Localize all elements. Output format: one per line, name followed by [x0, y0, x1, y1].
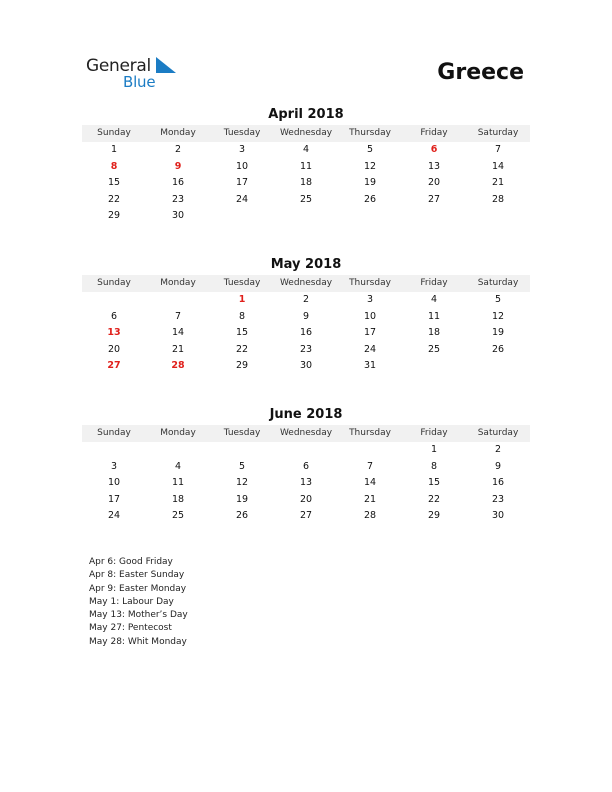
day-cell: 5 — [238, 460, 246, 472]
holiday-item: May 28: Whit Monday — [89, 636, 187, 647]
weekday-label: Sunday — [97, 278, 131, 288]
day-cell: 22 — [107, 193, 121, 205]
weekday-label: Friday — [420, 128, 448, 138]
day-cell: 28 — [363, 510, 377, 521]
weekday-label: Thursday — [349, 278, 391, 288]
day-cell: 6 — [110, 310, 118, 322]
day-cell: 18 — [171, 493, 185, 505]
month-title: June 2018 — [269, 407, 343, 422]
day-cell: 9 — [302, 310, 310, 322]
day-cell: 3 — [110, 460, 118, 472]
day-cell: 24 — [235, 193, 249, 205]
day-cell — [402, 358, 466, 375]
day-cell: 26 — [491, 343, 505, 355]
day-cell — [82, 292, 146, 309]
day-cell: 16 — [491, 477, 505, 488]
day-cell: 4 — [302, 144, 310, 155]
day-cell: 19 — [363, 177, 377, 188]
holiday-list — [89, 556, 188, 649]
day-cell: 16 — [299, 327, 313, 338]
weekday-label: Monday — [160, 278, 196, 288]
day-cell — [402, 208, 466, 225]
day-cell: 18 — [299, 177, 313, 188]
weekday-label: Wednesday — [279, 128, 333, 138]
month-calendar — [82, 256, 530, 375]
day-cell: 29 — [235, 360, 249, 371]
day-cell: 8 — [430, 460, 438, 472]
weekday-label: Monday — [160, 428, 196, 438]
day-cell: 16 — [171, 177, 185, 188]
week-row — [82, 292, 530, 309]
weekday-label: Saturday — [477, 128, 519, 138]
day-cell: 13 — [107, 327, 121, 338]
logo-general-text: General — [86, 56, 151, 76]
day-cell: 15 — [235, 327, 249, 338]
week-row — [82, 208, 530, 225]
day-cell: 21 — [491, 177, 505, 188]
day-cell: 17 — [235, 177, 249, 188]
day-cell — [210, 208, 274, 225]
weekday-label: Wednesday — [279, 428, 333, 438]
day-cell — [82, 442, 146, 459]
week-row — [82, 175, 530, 192]
day-cell: 6 — [302, 460, 310, 472]
day-cell: 17 — [363, 327, 377, 338]
day-cell: 4 — [430, 294, 438, 305]
day-cell: 10 — [235, 160, 249, 172]
week-row — [82, 192, 530, 209]
day-cell: 8 — [238, 310, 246, 322]
day-cell — [338, 442, 402, 459]
day-cell: 12 — [363, 160, 377, 172]
week-row — [82, 492, 530, 509]
day-cell: 19 — [235, 493, 249, 505]
weekday-label: Saturday — [477, 428, 519, 438]
weekday-label: Tuesday — [223, 128, 261, 138]
day-cell: 30 — [491, 510, 505, 521]
weekday-label: Friday — [420, 428, 448, 438]
day-cell: 13 — [427, 160, 441, 172]
day-cell: 20 — [427, 177, 441, 188]
week-row — [82, 142, 530, 159]
day-cell: 1 — [110, 144, 118, 155]
day-cell: 18 — [427, 327, 441, 338]
holiday-item: May 27: Pentecost — [89, 623, 172, 634]
day-cell: 26 — [363, 193, 377, 205]
day-cell: 12 — [235, 477, 249, 488]
day-cell: 20 — [299, 493, 313, 505]
day-cell: 3 — [366, 294, 374, 305]
day-cell — [146, 292, 210, 309]
generalblue-logo — [86, 56, 186, 92]
day-cell: 29 — [427, 510, 441, 521]
day-cell — [146, 442, 210, 459]
flag-icon — [156, 57, 176, 73]
day-cell: 27 — [107, 360, 121, 371]
week-row — [82, 309, 530, 326]
weekday-label: Thursday — [349, 428, 391, 438]
day-cell: 24 — [107, 510, 121, 521]
weekday-header — [82, 125, 530, 142]
day-cell: 1 — [238, 294, 246, 305]
day-cell: 9 — [174, 160, 182, 172]
logo-blue-text: Blue — [123, 73, 156, 91]
day-cell: 30 — [171, 210, 185, 221]
week-row — [82, 459, 530, 476]
day-cell: 6 — [430, 144, 438, 155]
day-cell: 24 — [363, 343, 377, 355]
weekday-label: Saturday — [477, 278, 519, 288]
month-calendar — [82, 406, 530, 525]
day-cell: 29 — [107, 210, 121, 221]
weekday-label: Wednesday — [279, 278, 333, 288]
week-row — [82, 325, 530, 342]
day-cell: 3 — [238, 144, 246, 155]
day-cell: 10 — [107, 477, 121, 488]
day-cell: 23 — [491, 493, 505, 505]
day-cell: 5 — [366, 144, 374, 155]
day-cell: 15 — [427, 477, 441, 488]
holiday-item: Apr 9: Easter Monday — [89, 583, 187, 594]
day-cell: 25 — [427, 343, 441, 355]
holiday-item: May 1: Labour Day — [89, 596, 174, 607]
day-cell: 7 — [174, 310, 182, 322]
day-cell: 11 — [299, 160, 313, 172]
weekday-label: Friday — [420, 278, 448, 288]
day-cell: 2 — [494, 444, 502, 455]
day-cell: 10 — [363, 310, 377, 322]
weekday-label: Monday — [160, 128, 196, 138]
day-cell: 22 — [427, 493, 441, 505]
day-cell: 21 — [171, 343, 185, 355]
day-cell: 25 — [171, 510, 185, 521]
day-cell: 23 — [171, 193, 185, 205]
week-row — [82, 342, 530, 359]
day-cell: 7 — [494, 144, 502, 155]
weekday-label: Tuesday — [223, 428, 261, 438]
day-cell: 25 — [299, 193, 313, 205]
day-cell: 2 — [174, 144, 182, 155]
day-cell: 11 — [171, 477, 185, 488]
country-title: Greece — [437, 60, 524, 85]
day-cell: 5 — [494, 294, 502, 305]
day-cell: 31 — [363, 360, 377, 371]
weekday-header — [82, 425, 530, 442]
day-cell — [338, 208, 402, 225]
week-row — [82, 475, 530, 492]
day-cell: 21 — [363, 493, 377, 505]
day-cell: 13 — [299, 477, 313, 488]
week-row — [82, 358, 530, 375]
month-calendar — [82, 106, 530, 225]
day-cell — [274, 208, 338, 225]
day-cell: 27 — [427, 193, 441, 205]
weekday-label: Tuesday — [223, 278, 261, 288]
week-row — [82, 508, 530, 525]
day-cell: 14 — [491, 160, 505, 172]
day-cell: 22 — [235, 343, 249, 355]
weekday-label: Sunday — [97, 128, 131, 138]
day-cell: 14 — [171, 327, 185, 338]
day-cell: 23 — [299, 343, 313, 355]
month-title: May 2018 — [270, 257, 342, 272]
day-cell: 26 — [235, 510, 249, 521]
holiday-item: May 13: Mother’s Day — [89, 610, 188, 621]
day-cell — [466, 358, 530, 375]
week-row — [82, 159, 530, 176]
day-cell: 7 — [366, 460, 374, 472]
day-cell: 8 — [110, 160, 118, 172]
day-cell: 2 — [302, 294, 310, 305]
day-cell — [466, 208, 530, 225]
weekday-label: Thursday — [349, 128, 391, 138]
weekday-label: Sunday — [97, 428, 131, 438]
day-cell: 1 — [430, 444, 438, 455]
month-title: April 2018 — [268, 107, 344, 122]
day-cell: 28 — [491, 193, 505, 205]
day-cell: 30 — [299, 360, 313, 371]
day-cell — [210, 442, 274, 459]
week-row — [82, 442, 530, 459]
day-cell: 4 — [174, 460, 182, 472]
day-cell: 9 — [494, 460, 502, 472]
weekday-header — [82, 275, 530, 292]
day-cell: 14 — [363, 477, 377, 488]
day-cell: 17 — [107, 493, 121, 505]
day-cell: 27 — [299, 510, 313, 521]
day-cell: 28 — [171, 360, 185, 371]
day-cell: 15 — [107, 177, 121, 188]
day-cell: 19 — [491, 327, 505, 338]
day-cell: 20 — [107, 343, 121, 355]
holiday-item: Apr 6: Good Friday — [89, 557, 173, 567]
day-cell: 11 — [427, 310, 441, 322]
day-cell — [274, 442, 338, 459]
day-cell: 12 — [491, 310, 505, 322]
holiday-item: Apr 8: Easter Sunday — [89, 570, 185, 581]
